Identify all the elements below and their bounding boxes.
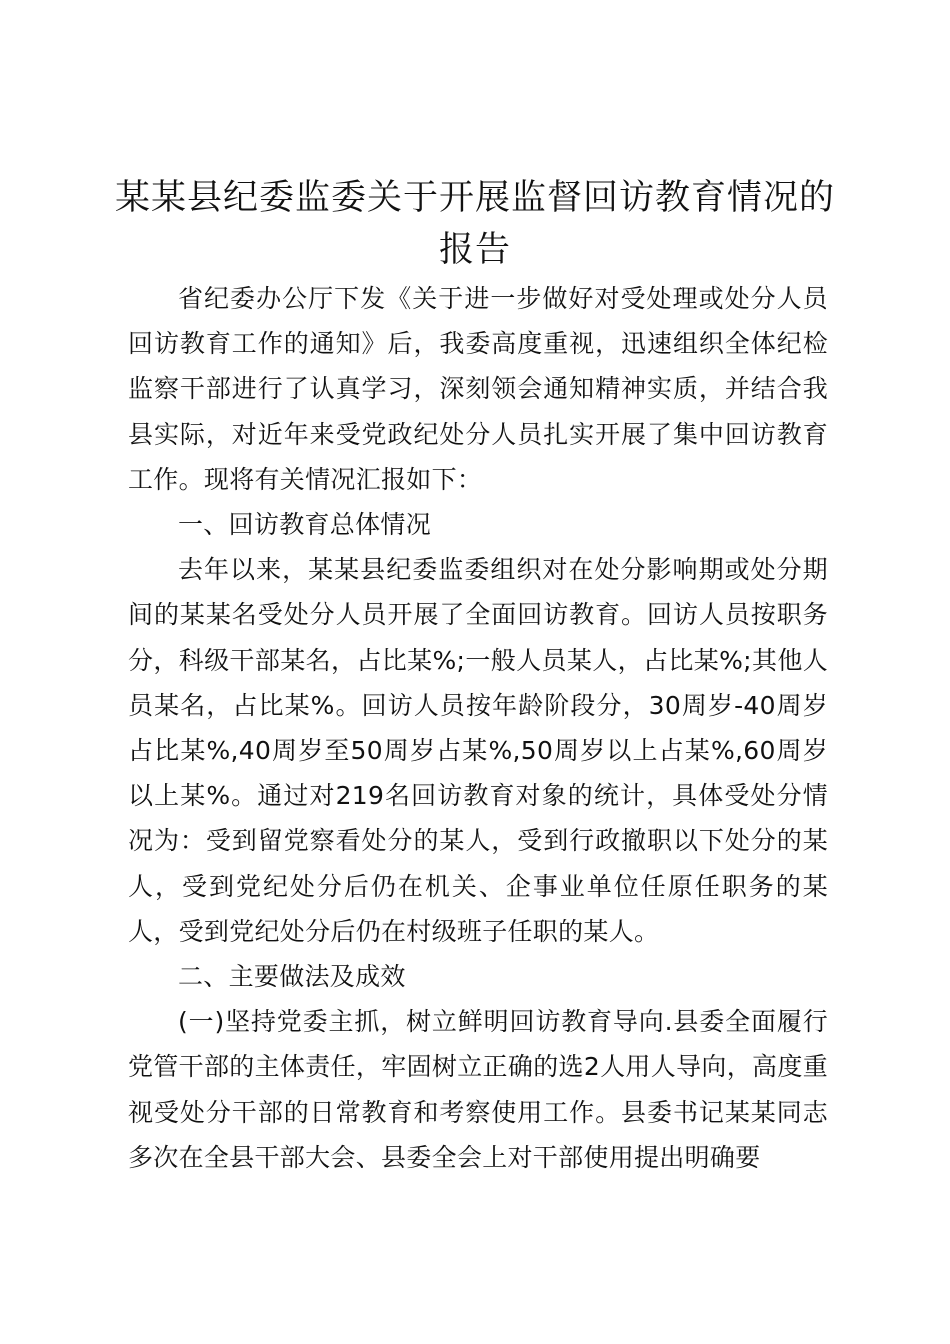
- overview-paragraph: 去年以来，某某县纪委监委组织对在处分影响期或处分期间的某某名受处分人员开展了全面回访教育。回访人员按职务分，科级干部某名，占比某%;一般人员某人，占比某%;其他人员某名，占比某%。回访人员按年龄阶段分，30周岁-40周岁占比某%,40周岁至50周岁占某%,50周岁以上占某%,60周岁以上某%。通过对219名回访教育对象的统计，具体受处分情况为：受到留党察看处分的某人，受到行政撤职以下处分的某人，受到党纪处分后仍在机关、企事业单位任原任职务的某人，受到党纪处分后仍在村级班子任职的某人。: [128, 555, 828, 946]
- section-heading-1: 一、回访教育总体情况: [178, 510, 432, 540]
- document-body: [128, 276, 828, 1180]
- measures-paragraph: (一)坚持党委主抓，树立鲜明回访教育导向.县委全面履行党管干部的主体责任，牢固树立正确的选2人用人导向，高度重视受处分干部的日常教育和考察使用工作。县委书记某某同志多次在全县干部大会、县委全会上对干部使用提出明确要: [128, 1007, 828, 1172]
- title-line-2: 报告: [438, 230, 511, 270]
- section-heading-2: 二、主要做法及成效: [178, 962, 406, 992]
- document-title: [110, 172, 840, 276]
- title-line-1: 某某县纪委监委关于开展监督回访教育情况的: [114, 178, 835, 218]
- intro-paragraph: 省纪委办公厅下发《关于进一步做好对受处理或处分人员回访教育工作的通知》后，我委高度重视，迅速组织全体纪检监察干部进行了认真学习，深刻领会通知精神实质，并结合我县实际，对近年来受党政纪处分人员扎实开展了集中回访教育工作。现将有关情况汇报如下：: [128, 284, 828, 494]
